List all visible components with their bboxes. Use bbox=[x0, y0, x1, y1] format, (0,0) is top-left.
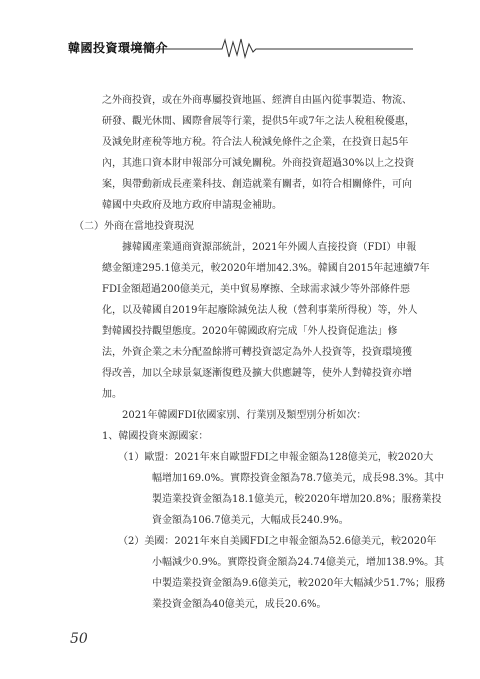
text-line: 小幅減少0.9%。實際投資金額為24.74億美元，增加138.9%。其 bbox=[152, 557, 445, 568]
text-line: 案，與帶動新成長產業科技、創造就業有關者，如符合相關條件，可向 bbox=[102, 179, 412, 190]
text-line: FDI金額超過200億美元，美中貿易摩擦、全球需求減少等外部條件惡 bbox=[102, 284, 410, 295]
text-line: 韓國中央政府及地方政府申請現金補助。 bbox=[102, 200, 282, 211]
list-item: （2）美國：2021年來自美國FDI之申報金額為52.6億美元，較2020年 bbox=[118, 536, 437, 547]
text-line: 化，以及韓國自2019年起廢除減免法人稅（營利事業所得稅）等，外人 bbox=[102, 305, 418, 316]
text-line: 資金額為106.7億美元，大幅成長240.9%。 bbox=[152, 515, 349, 526]
header-title: 韓國投資環境簡介 bbox=[68, 41, 169, 55]
text-line: 得改善，加以全球景氣逐漸復甦及擴大供應鏈等，使外人對韓投資亦增 bbox=[102, 368, 412, 379]
text-line: 法，外資企業之未分配盈餘將可轉投資認定為外人投資等，投資環境獲 bbox=[102, 347, 412, 358]
text-line: 及減免財產稅等地方稅。符合法人稅減免條件之企業，在投資日起5年 bbox=[102, 137, 409, 148]
text-line: 對韓國投持觀望態度。2020年韓國政府完成「外人投資促進法」修 bbox=[102, 326, 398, 337]
text-line: 業投資金額為40億美元，成長20.6%。 bbox=[152, 599, 327, 610]
text-line: 製造業投資金額為18.1億美元，較2020年增加20.8%；服務業投 bbox=[152, 494, 442, 505]
list-heading: 1、韓國投資來源國家： bbox=[102, 431, 209, 442]
page-header bbox=[68, 36, 413, 60]
text-line: 中製造業投資金額為9.6億美元，較2020年大幅減少51.7%；服務 bbox=[152, 578, 446, 589]
text-line: 幅增加169.0%。實際投資金額為78.7億美元，成長98.3%。其中 bbox=[152, 473, 445, 484]
text-line: 內，其進口資本財申報部分可減免關稅。外商投資超過30%以上之投資 bbox=[102, 158, 415, 169]
text-line: 之外商投資，或在外商專屬投資地區、經濟自由區內從事製造、物流、 bbox=[102, 95, 412, 106]
text-line: 總金額達295.1億美元，較2020年增加42.3%。韓國自2015年起連續7年 bbox=[102, 263, 430, 274]
list-item: （1）歐盟：2021年來自歐盟FDI之申報金額為128億美元，較2020大 bbox=[118, 452, 434, 463]
text-line: 研發、觀光休閒、國際會展等行業，提供5年或7年之法人稅租稅優惠， bbox=[102, 116, 415, 127]
text-line: 據韓國產業通商資源部統計，2021年外國人直接投資（FDI）申報 bbox=[122, 242, 417, 253]
text-line: 加。 bbox=[102, 389, 122, 400]
page-number: 50 bbox=[70, 631, 88, 647]
section-heading: （二）外商在當地投資現況 bbox=[74, 221, 194, 232]
text-line: 2021年韓國FDI依國家別、行業別及類型別分析如次： bbox=[122, 410, 367, 421]
